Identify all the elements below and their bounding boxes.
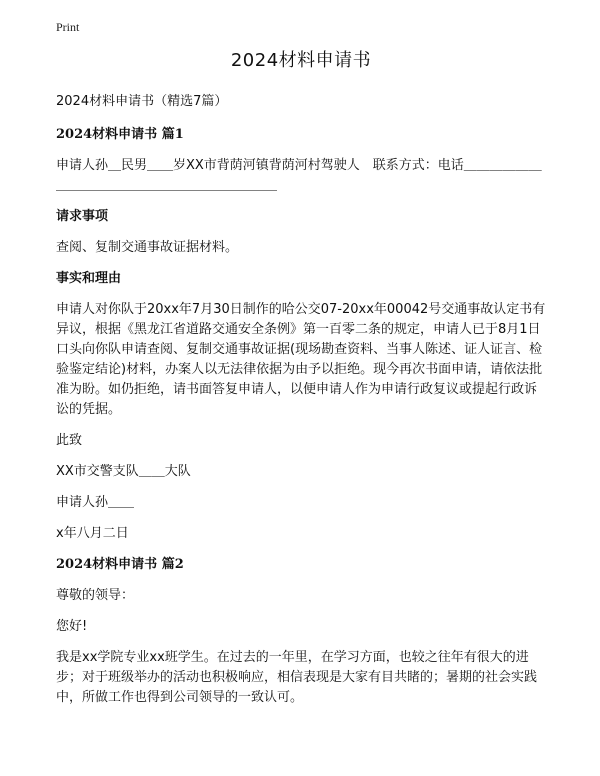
salutation-text: 尊敬的领导： [56, 588, 135, 603]
document-subtitle: 2024材料申请书（精选7篇） [56, 94, 228, 109]
facts-text: 申请人对你队于20xx年7月30日制作的哈公交07-20xx年00042号交通事故认定书有异议，根据《黑龙江省道路交通安全条例》第一百零二条的规定，申请人已于8月1日口头向你队申请查阅、复制交通事故证据(现场勘查资料、当事人陈述、证人证言、检验鉴定结论)材料，办案人以无法律依据为由予以拒绝。现今再次书面申请，请依法批准为盼。如仍拒绝，请书面答复申请人，以便申请人作为申请行政复议或提起行政诉讼的凭据。 [56, 302, 546, 417]
applicant-line: 申请人孙＿民男＿＿岁XX市背荫河镇背荫河村驾驶人 联系方式：电话＿＿＿＿＿＿＿＿＿＿＿＿＿＿＿＿＿＿＿＿＿＿＿ [56, 158, 542, 193]
document-title: 2024材料申请书 [230, 50, 372, 71]
facts-heading: 事实和理由 [56, 271, 122, 286]
request-heading: 请求事项 [56, 209, 109, 224]
date-text: x年八月二日 [56, 526, 129, 541]
closing-text: 此致 [56, 433, 83, 448]
greeting-text: 您好! [56, 619, 88, 634]
section1-heading: 2024材料申请书 篇1 [56, 127, 184, 142]
recipient-text: XX市交警支队＿＿大队 [56, 464, 191, 479]
signature-text: 申请人孙＿＿ [56, 495, 135, 510]
section2-heading: 2024材料申请书 篇2 [56, 557, 184, 572]
section2-body: 我是xx学院专业xx班学生。在过去的一年里，在学习方面，也较之往年有很大的进步；对于班级举办的活动也积极响应，相信表现是大家有目共睹的；暑期的社会实践中，所做工作也得到公司领导的一致认可。 [56, 650, 538, 705]
print-label[interactable]: Print [56, 20, 80, 34]
document-body [56, 48, 546, 708]
request-text: 查阅、复制交通事故证据材料。 [56, 240, 239, 255]
